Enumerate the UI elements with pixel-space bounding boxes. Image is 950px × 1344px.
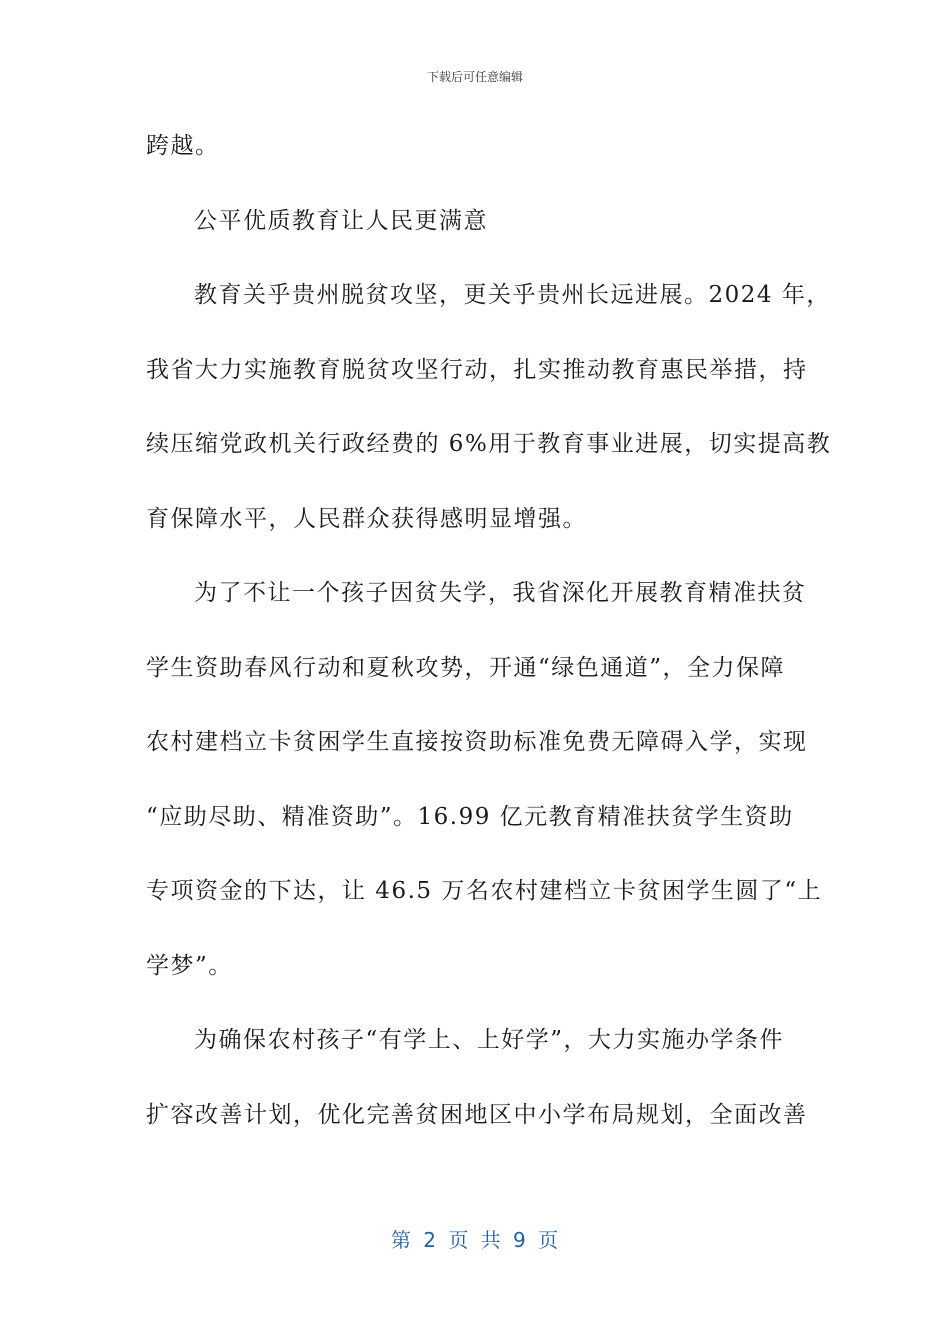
text-line: “应助尽助、精准资助”。16.99 亿元教育精准扶贫学生资助 (146, 803, 794, 830)
paragraph-start: 为了不让一个孩子因贫失学，我省深化开展教育精准扶贫 (194, 580, 807, 606)
text-line: 学生资助春风行动和夏秋攻势，开通“绿色通道”，全力保障 (146, 654, 786, 681)
text-line: 学梦”。 (146, 952, 233, 979)
paragraph-start: 为确保农村孩子“有学上、上好学”，大力实施办学条件 (194, 1027, 785, 1053)
text-line: 专项资金的下达，让 46.5 万名农村建档立卡贫困学生圆了“上 (146, 878, 823, 904)
document-body (146, 122, 832, 1165)
text-line: 跨越。 (146, 133, 220, 159)
text-line: 育保障水平，人民群众获得感明显增强。 (146, 505, 587, 532)
text-line: 扩容改善计划，优化完善贫困地区中小学布局规划，全面改善 (146, 1101, 808, 1128)
text-line: 我省大力实施教育脱贫攻坚行动，扎实推动教育惠民举措，持 (146, 356, 808, 383)
text-line: 农村建档立卡贫困学生直接按资助标准免费无障碍入学，实现 (146, 729, 808, 755)
paragraph-start: 教育关乎贵州脱贫攻坚，更关乎贵州长远进展。2024 年， (194, 282, 831, 308)
text-line: 续压缩党政机关行政经费的 6%用于教育事业进展，切实提高教 (146, 431, 832, 457)
section-heading: 公平优质教育让人民更满意 (194, 207, 488, 234)
page-footer: 第 2 页 共 9 页 (390, 1228, 560, 1252)
page-header-note: 下载后可任意编辑 (426, 70, 523, 84)
